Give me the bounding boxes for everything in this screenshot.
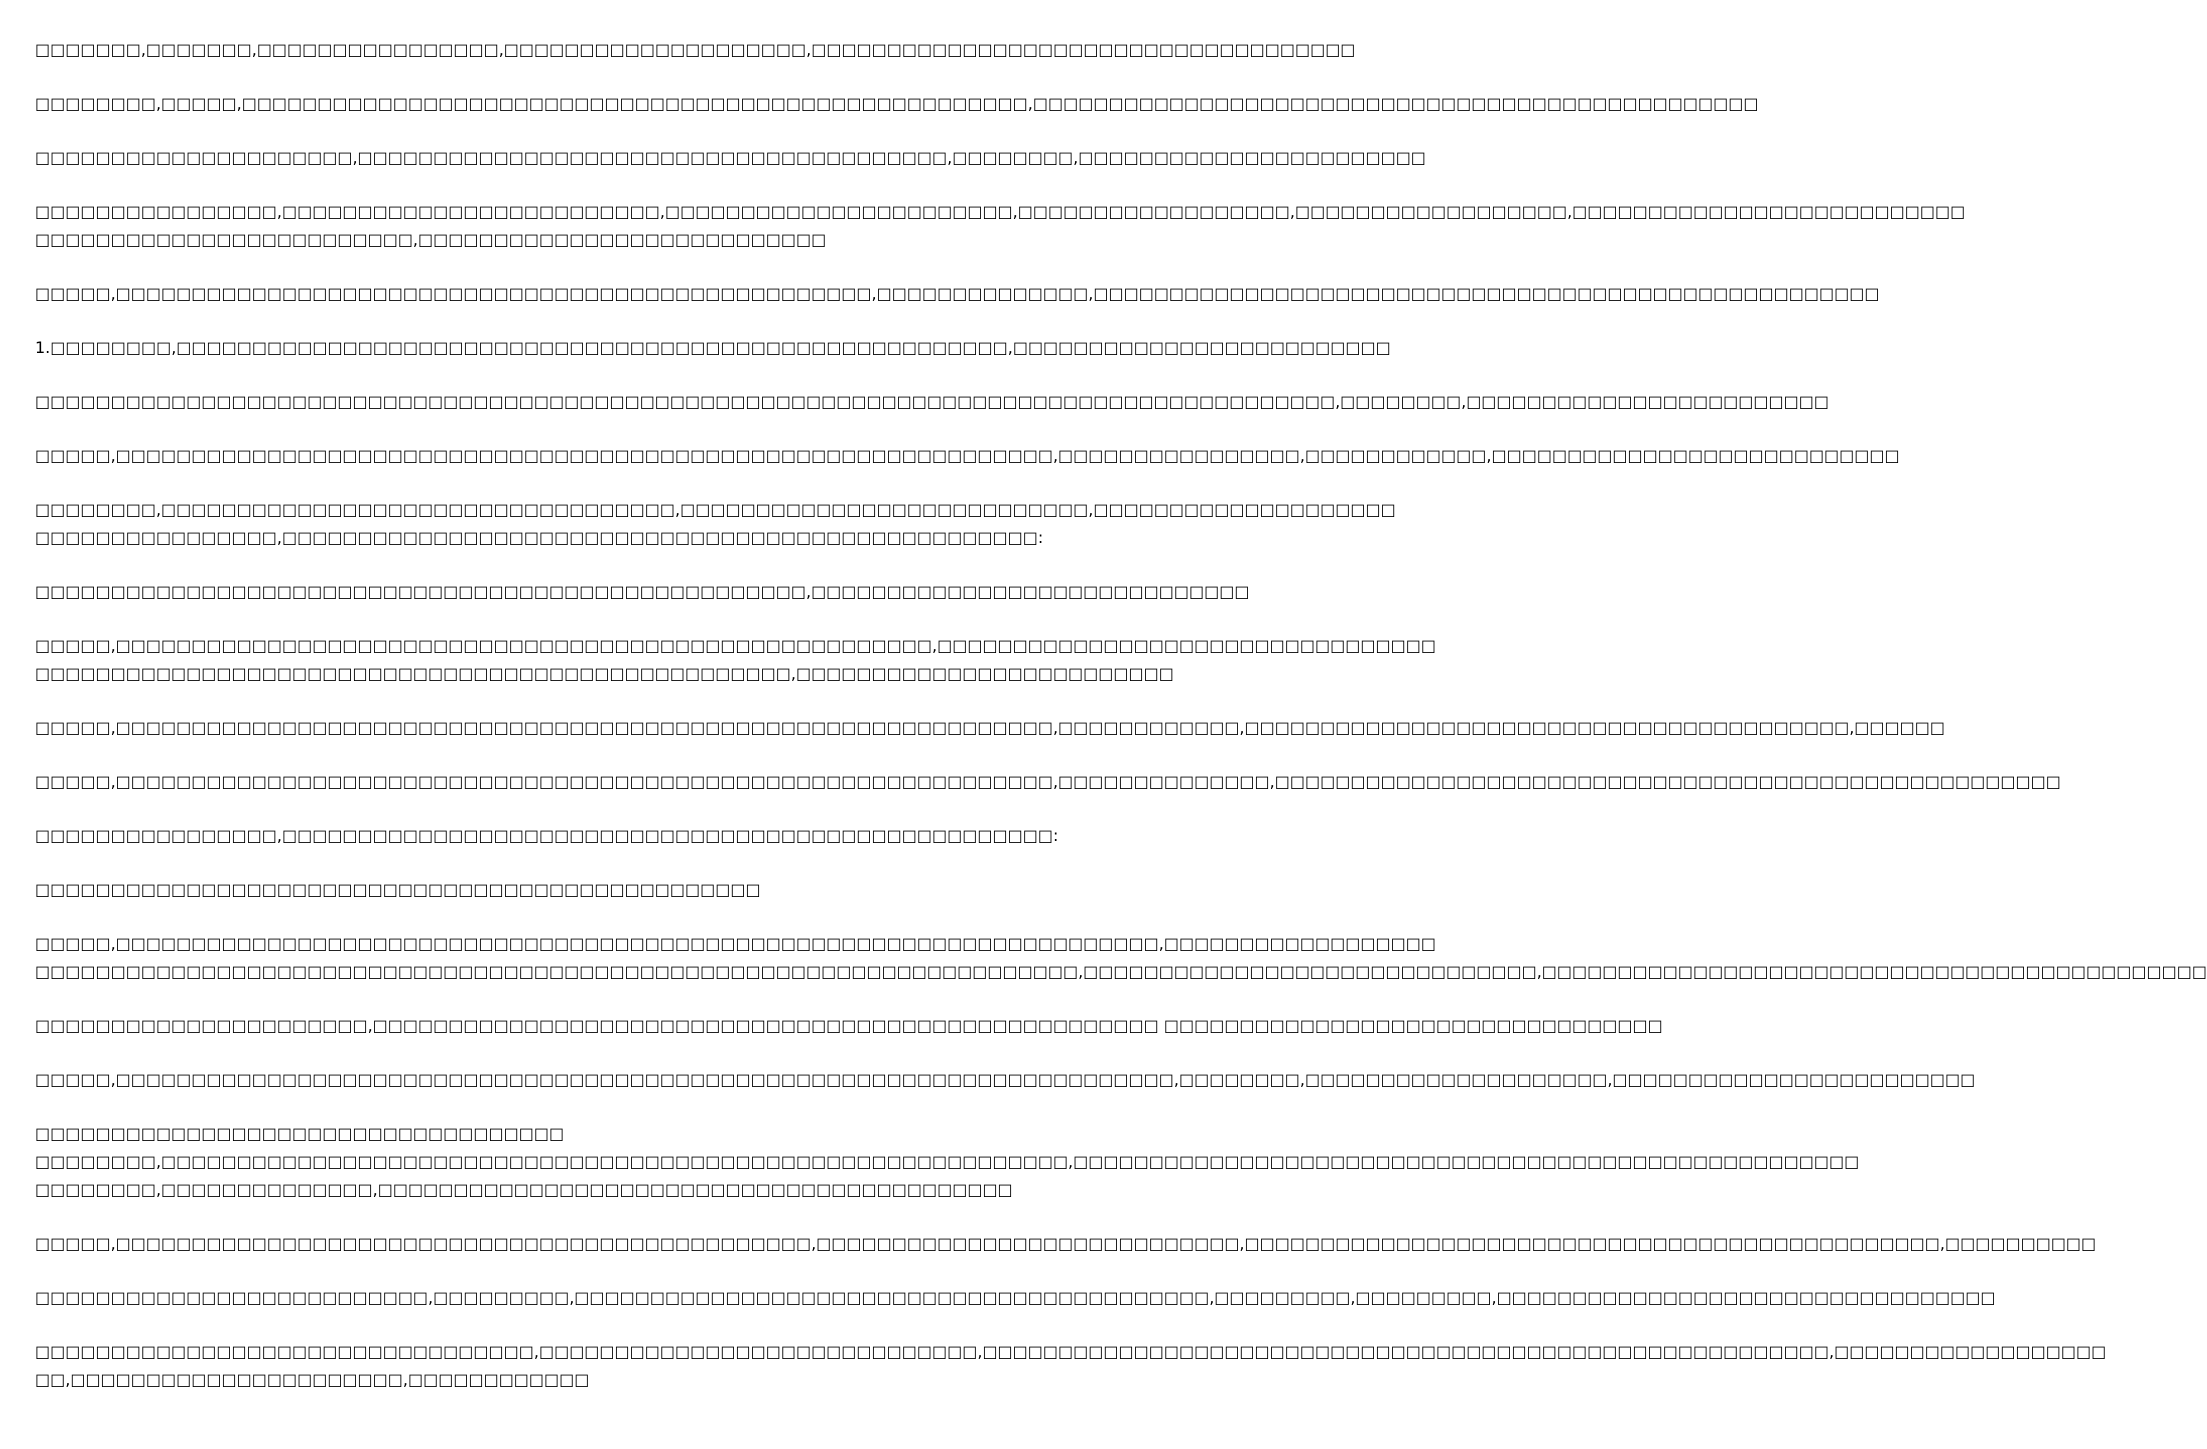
text-line: □□□□□,□□□□□□□□□□□□□□□□□□□□□□□□□□□□□□□□□□□□□□□□□□□□□□,□□□□□□□□□□□□□□□□□□□□□□□□□□□□,□□□□□□□□□□□□□□□□□□□□□□□□□□□□□□□□□□□□□□□□□□□□□□,□□□□□□□□□□ [35, 1234, 2097, 1253]
text-line: □□□□□□□,□□□□□□□,□□□□□□□□□□□□□□□□,□□□□□□□□□□□□□□□□□□□□,□□□□□□□□□□□□□□□□□□□□□□□□□□□□□□□□□□□□ [35, 40, 1356, 59]
document-page [35, 36, 2207, 1420]
text-line: □□□□□□□□□□□□□□□□□□□□□□□□□,□□□□□□□□□□□□□□□□□□□□□□□□□□□ [35, 230, 827, 249]
text-line: □□□□□,□□□□□□□□□□□□□□□□□□□□□□□□□□□□□□□□□□□□□□□□□□□□□□□□□□□□□□□□□□□□□□□□□□□□□□,□□□□□□□□,□□□□□□□□□□□□□□□□□□□□,□□□□□□□□□□□□□□□□□□□□□□□□ [35, 1070, 1976, 1089]
text-line: □□□□□□□□□□□□□□□□□□□□□,□□□□□□□□□□□□□□□□□□□□□□□□□□□□□□□□□□□□□□□,□□□□□□□□,□□□□□□□□□□□□□□□□□□□□□□□ [35, 148, 1426, 167]
text-line: □□□□□,□□□□□□□□□□□□□□□□□□□□□□□□□□□□□□□□□□□□□□□□□□□□□□□□□□□□□□□□□□□□□□,□□□□□□□□□□□□□□□□,□□□□□□□□□□□□,□□□□□□□□□□□□□□□□□□□□□□□□□□□ [35, 446, 1900, 465]
paragraph [35, 334, 1391, 362]
text-line: □□□□□□□□,□□□□□□□□□□□□□□,□□□□□□□□□□□□□□□□□□□□□□□□□□□□□□□□□□□□□□□□□□ [35, 1180, 1013, 1199]
paragraph [35, 442, 1900, 470]
text-line: □□□□□□□□□□□□□□□□□□□□□□□□□□,□□□□□□□□□,□□□□□□□□□□□□□□□□□□□□□□□□□□□□□□□□□□□□□□□□□□,□□□□□□□□□,□□□□□□□□□,□□□□□□□□□□□□□□□□□□□□□□□□□□□□□□□□□ [35, 1288, 1996, 1307]
paragraph [35, 714, 1945, 742]
text-line: □□□□□□□□□□□□□□□□,□□□□□□□□□□□□□□□□□□□□□□□□□□□□□□□□□□□□□□□□□□□□□□□□□□: [35, 528, 1044, 547]
text-line: □□□□□□□□,□□□□□□□□□□□□□□□□□□□□□□□□□□□□□□□□□□,□□□□□□□□□□□□□□□□□□□□□□□□□□□,□□□□□□□□□□□□□□□□□□□□ [35, 500, 1396, 519]
paragraph [35, 768, 2061, 796]
paragraph [35, 198, 1966, 254]
paragraph [35, 280, 1880, 308]
text-line: □□□□□,□□□□□□□□□□□□□□□□□□□□□□□□□□□□□□□□□□□□□□□□□□□□□□□□□□□□□□,□□□□□□□□□□□□□□□□□□□□□□□□□□□□□□□□□ [35, 636, 1436, 655]
paragraph [35, 578, 1250, 606]
text-line: □□,□□□□□□□□□□□□□□□□□□□□□□,□□□□□□□□□□□□ [35, 1370, 590, 1389]
text-line: □□□□□□□□□□□□□□□□□□□□□□,□□□□□□□□□□□□□□□□□□□□□□□□□□□□□□□□□□□□□□□□□□□□□□□□□□□□ □□□□□□□□□□□□□□□□□□□□□□□□□□□□□□□□□ [35, 1016, 1663, 1035]
text-line: □□□□□□□□□□□□□□□□□□□□□□□□□□□□□□□□□,□□□□□□□□□□□□□□□□□□□□□□□□□□□□□,□□□□□□□□□□□□□□□□□□□□□□□□□□□□□□□□□□□□□□□□□□□□□□□□□□□□□□□□,□□□□□□□□□□□□□□□□□□ [35, 1342, 2107, 1361]
paragraph [35, 388, 1829, 416]
paragraph [35, 1120, 1860, 1204]
paragraph [35, 1338, 2107, 1394]
text-line: □□□□□□□□□□□□□□□□□□□□□□□□□□□□□□□□□□□ [35, 1124, 565, 1143]
paragraph [35, 1066, 1976, 1094]
text-line: □□□□□□□□□□□□□□□□□□□□□□□□□□□□□□□□□□□□□□□□□□□□□□□□□□,□□□□□□□□□□□□□□□□□□□□□□□□□ [35, 664, 1174, 683]
text-line: □□□□□,□□□□□□□□□□□□□□□□□□□□□□□□□□□□□□□□□□□□□□□□□□□□□□□□□□□□□□□□□□□□□□,□□□□□□□□□□□□□□,□□□□□□□□□□□□□□□□□□□□□□□□□□□□□□□□□□□□□□□□□□□□□□□□□□□□ [35, 772, 2061, 791]
paragraph [35, 496, 1396, 552]
paragraph [35, 36, 1356, 64]
text-line: 1.□□□□□□□□,□□□□□□□□□□□□□□□□□□□□□□□□□□□□□□□□□□□□□□□□□□□□□□□□□□□□□□□,□□□□□□□□□□□□□□□□□□□□□□□□□ [35, 338, 1391, 357]
paragraph [35, 930, 2207, 986]
text-line: □□□□□□□□□□□□□□□□,□□□□□□□□□□□□□□□□□□□□□□□□□□□□□□□□□□□□□□□□□□□□□□□□□□□: [35, 826, 1059, 845]
text-line: □□□□□□□□□□□□□□□□,□□□□□□□□□□□□□□□□□□□□□□□□□,□□□□□□□□□□□□□□□□□□□□□□□,□□□□□□□□□□□□□□□□□□,□□□□□□□□□□□□□□□□□□,□□□□□□□□□□□□□□□□□□□□□□□□□□ [35, 202, 1966, 221]
paragraph [35, 1012, 1663, 1040]
text-line: □□□□□□□□□□□□□□□□□□□□□□□□□□□□□□□□□□□□□□□□□□□□□□□□ [35, 880, 761, 899]
text-line: □□□□□□□□□□□□□□□□□□□□□□□□□□□□□□□□□□□□□□□□□□□□□□□□□□□□□□□□□□□□□□□□□□□□□□□□□□□□□□□□□□□□□□,□□□□□□□□,□□□□□□□□□□□□□□□□□□□□□□□□ [35, 392, 1829, 411]
paragraph [35, 90, 1759, 118]
paragraph [35, 144, 1426, 172]
text-line: □□□□□□□□,□□□□□,□□□□□□□□□□□□□□□□□□□□□□□□□□□□□□□□□□□□□□□□□□□□□□□□□□□□,□□□□□□□□□□□□□□□□□□□□□□□□□□□□□□□□□□□□□□□□□□□□□□□□ [35, 94, 1759, 113]
text-line: □□□□□□□□□□□□□□□□□□□□□□□□□□□□□□□□□□□□□□□□□□□□□□□□□□□,□□□□□□□□□□□□□□□□□□□□□□□□□□□□□ [35, 582, 1250, 601]
paragraph [35, 876, 990, 904]
paragraph [35, 822, 1059, 850]
paragraph [35, 1230, 2097, 1258]
text-line: □□□□□□□□□□□□□□□□□□□□□□□□□□□□□□□□□□□□□□□□□□□□□□□□□□□□□□□□□□□□□□□□□□□□□,□□□□□□□□□□□□□□□□□□□□□□□□□□□□□□,□□□□□□□□□□□□□□□□□□□□□□□□□□□□□□□□□□□□□□□□□□□□ [35, 962, 2207, 981]
text-line: □□□□□,□□□□□□□□□□□□□□□□□□□□□□□□□□□□□□□□□□□□□□□□□□□□□□□□□□,□□□□□□□□□□□□□□,□□□□□□□□□□□□□□□□□□□□□□□□□□□□□□□□□□□□□□□□□□□□□□□□□□□□ [35, 284, 1880, 303]
text-line: □□□□□,□□□□□□□□□□□□□□□□□□□□□□□□□□□□□□□□□□□□□□□□□□□□□□□□□□□□□□□□□□□□□□□□□□□□□,□□□□□□□□□□□□□□□□□□ [35, 934, 1436, 953]
text-line: □□□□□□□□,□□□□□□□□□□□□□□□□□□□□□□□□□□□□□□□□□□□□□□□□□□□□□□□□□□□□□□□□□□□□,□□□□□□□□□□□□□□□□□□□□□□□□□□□□□□□□□□□□□□□□□□□□□□□□□□□□ [35, 1152, 1860, 1171]
paragraph [35, 632, 1436, 688]
paragraph [35, 1284, 1996, 1312]
text-line: □□□□□,□□□□□□□□□□□□□□□□□□□□□□□□□□□□□□□□□□□□□□□□□□□□□□□□□□□□□□□□□□□□□□,□□□□□□□□□□□□,□□□□□□□□□□□□□□□□□□□□□□□□□□□□□□□□□□□□□□□□,□□□□□□ [35, 718, 1945, 737]
